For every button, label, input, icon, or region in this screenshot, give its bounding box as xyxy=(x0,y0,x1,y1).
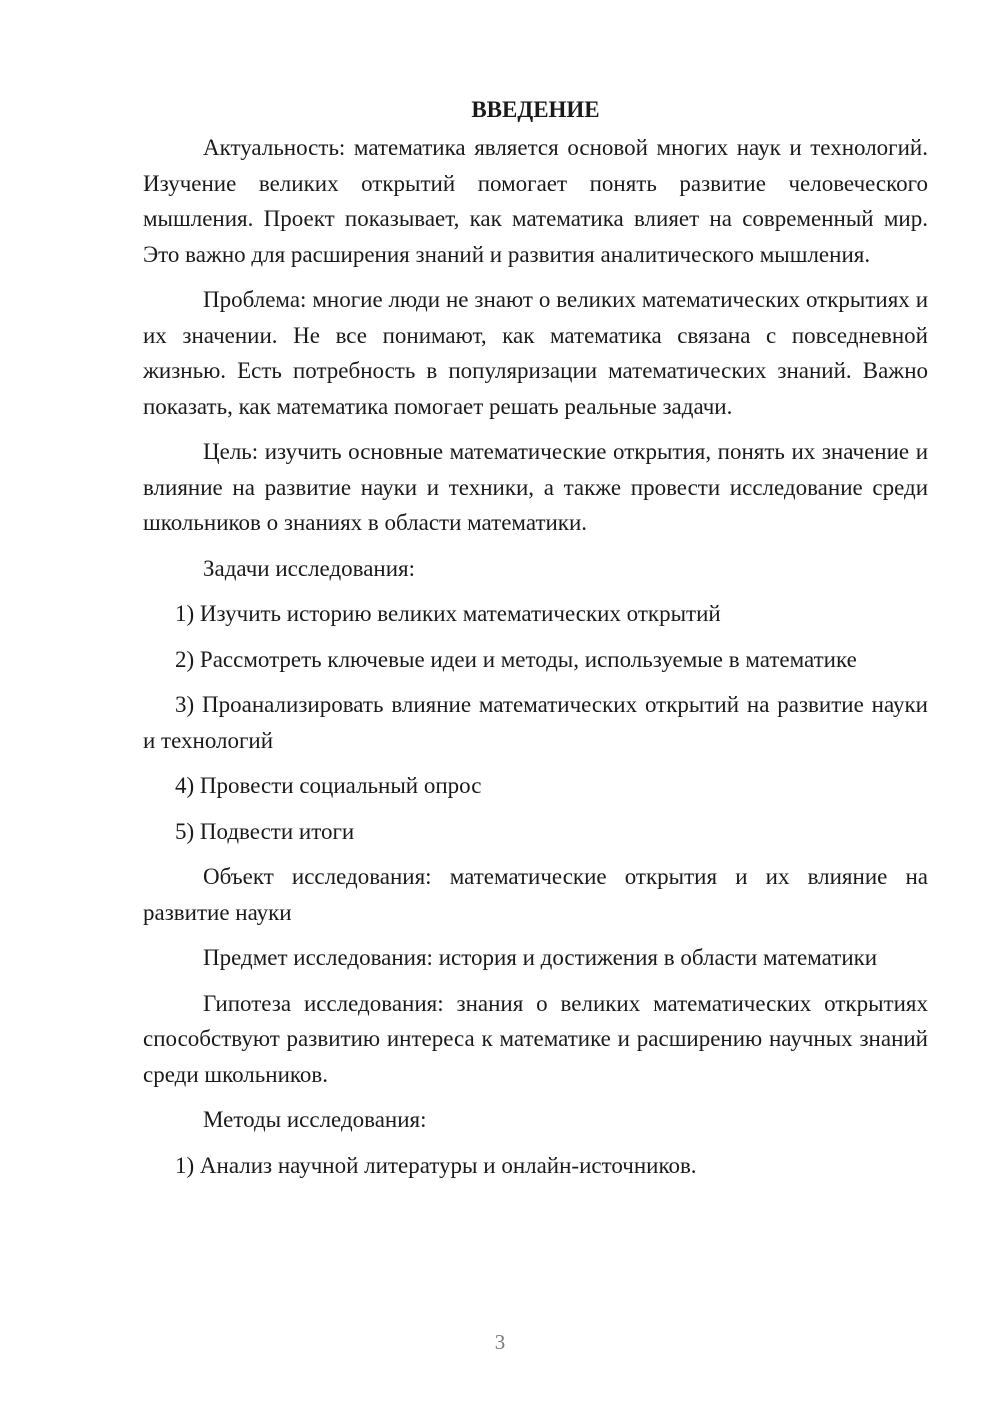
methods-title: Методы исследования: xyxy=(203,1107,427,1132)
relevance-paragraph: Актуальность: математика является основой многих наук и технологий. Изучение великих открытий помогает понять развитие человеческого мышления. Проект показывает, как математика влияет на современный мир. Это важно для расширения знаний и развития аналитического мышления. xyxy=(143,135,928,267)
tasks-title: Задачи исследования: xyxy=(203,555,416,581)
document-page xyxy=(143,92,928,1193)
task-item: 5) Подвести итоги xyxy=(175,818,355,844)
subject-paragraph: Предмет исследования: история и достижения в области математики xyxy=(203,945,878,970)
problem-paragraph: Проблема: многие люди не знают о великих математических открытиях и их значении. Не все понимают, как математика связана с повседневной жизнью. Есть потребность в популяризации математических знаний. Важно показать, как математика помогает решать реальные задачи. xyxy=(143,287,928,419)
goal-paragraph: Цель: изучить основные математические открытия, понять их значение и влияние на развитие науки и техники, а также провести исследование среди школьников о знаниях в области математики. xyxy=(143,439,928,535)
task-item: 3) Проанализировать влияние математических открытий на развитие науки и технологий xyxy=(143,692,928,753)
object-paragraph: Объект исследования: математические открытия и их влияние на развитие науки xyxy=(143,864,928,925)
section-heading: ВВЕДЕНИЕ xyxy=(471,97,600,122)
page-number: 3 xyxy=(494,1330,506,1354)
task-item: 2) Рассмотреть ключевые идеи и методы, используемые в математике xyxy=(175,646,857,672)
method-item: 1) Анализ научной литературы и онлайн-источников. xyxy=(175,1152,697,1178)
task-item: 4) Провести социальный опрос xyxy=(175,773,482,798)
hypothesis-paragraph: Гипотеза исследования: знания о великих математических открытиях способствуют развитию интереса к математике и расширению научных знаний среди школьников. xyxy=(143,990,928,1087)
task-item: 1) Изучить историю великих математических открытий xyxy=(175,601,721,626)
